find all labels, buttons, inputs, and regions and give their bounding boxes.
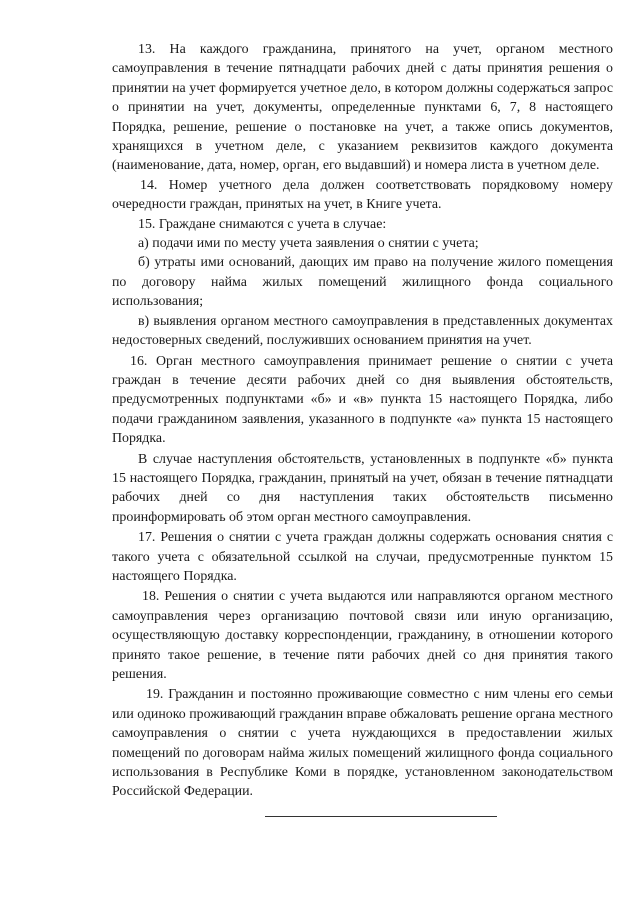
paragraph-15: 15. Граждане снимаются с учета в случае: xyxy=(138,216,387,232)
paragraph-14: 14. Номер учетного дела должен соответствовать порядковому номеру очередности граждан, принятых на учет, в Книге учета. xyxy=(112,177,613,213)
paragraph-19: 19. Гражданин и постоянно проживающие совместно с ним члены его семьи или одиноко проживающий гражданин вправе обжаловать решение органа местного самоуправления о снятии с учета нуждающихся в предоставлении жилых помещений по договорам найма жилых помещений жилищного фонда социального использования в Республике Коми в порядке, установленном законодательством Российской Федерации. xyxy=(112,687,613,800)
paragraph-16-continuation: В случае наступления обстоятельств, установленных в подпункте «б» пункта 15 настоящего Порядка, гражданин, принятый на учет, обязан в течение пятнадцати рабочих дней со дня наступления таких обстоятельств письменно проинформировать об этом орган местного самоуправления. xyxy=(112,451,613,525)
paragraph-18: 18. Решения о снятии с учета выдаются или направляются органом местного самоуправления через организацию почтовой связи или иную организацию, осуществляющую доставку корреспонденции, гражданину, в отношении которого принято такое решение, в течение пяти рабочих дней со дня принятия такого решения. xyxy=(112,589,613,682)
paragraph-13: 13. На каждого гражданина, принятого на учет, органом местного самоуправления в течение пятнадцати рабочих дней с даты принятия решения о принятии на учет формируется учетное дело, в котором должны содержаться запрос о принятии на учет, документы, определенные пунктами 6, 7, 8 настоящего Порядка, решение, решение о постановке на учет, а также опись документов, хранящихся в учетном деле, с указанием реквизитов каждого документа (наименование, дата, номер, орган, его выдавший) и номера листа в учетном деле. xyxy=(112,42,613,174)
paragraph-17: 17. Решения о снятии с учета граждан должны содержать основания снятия с такого учета с обязательной ссылкой на случаи, предусмотренные пунктом 15 настоящего Порядка. xyxy=(112,530,613,584)
end-separator-line xyxy=(265,816,497,817)
paragraph-15-v: в) выявления органом местного самоуправления в представленных документах недостоверных сведений, послуживших основанием принятия на учет. xyxy=(112,313,613,349)
paragraph-15-a: а) подачи ими по месту учета заявления о снятии с учета; xyxy=(138,236,479,252)
paragraph-16: 16. Орган местного самоуправления принимает решение о снятии с учета граждан в течение десяти рабочих дней со дня выявления обстоятельств, предусмотренных подпунктами «б» и «в» пункта 15 настоящего Порядка, либо подачи гражданином заявления, указанного в подпункте «а» пункта 15 настоящего Порядка. xyxy=(112,353,613,447)
paragraph-15-b: б) утраты ими оснований, дающих им право на получение жилого помещения по договору найма жилых помещений жилищного фонда социального использования; xyxy=(112,255,613,310)
